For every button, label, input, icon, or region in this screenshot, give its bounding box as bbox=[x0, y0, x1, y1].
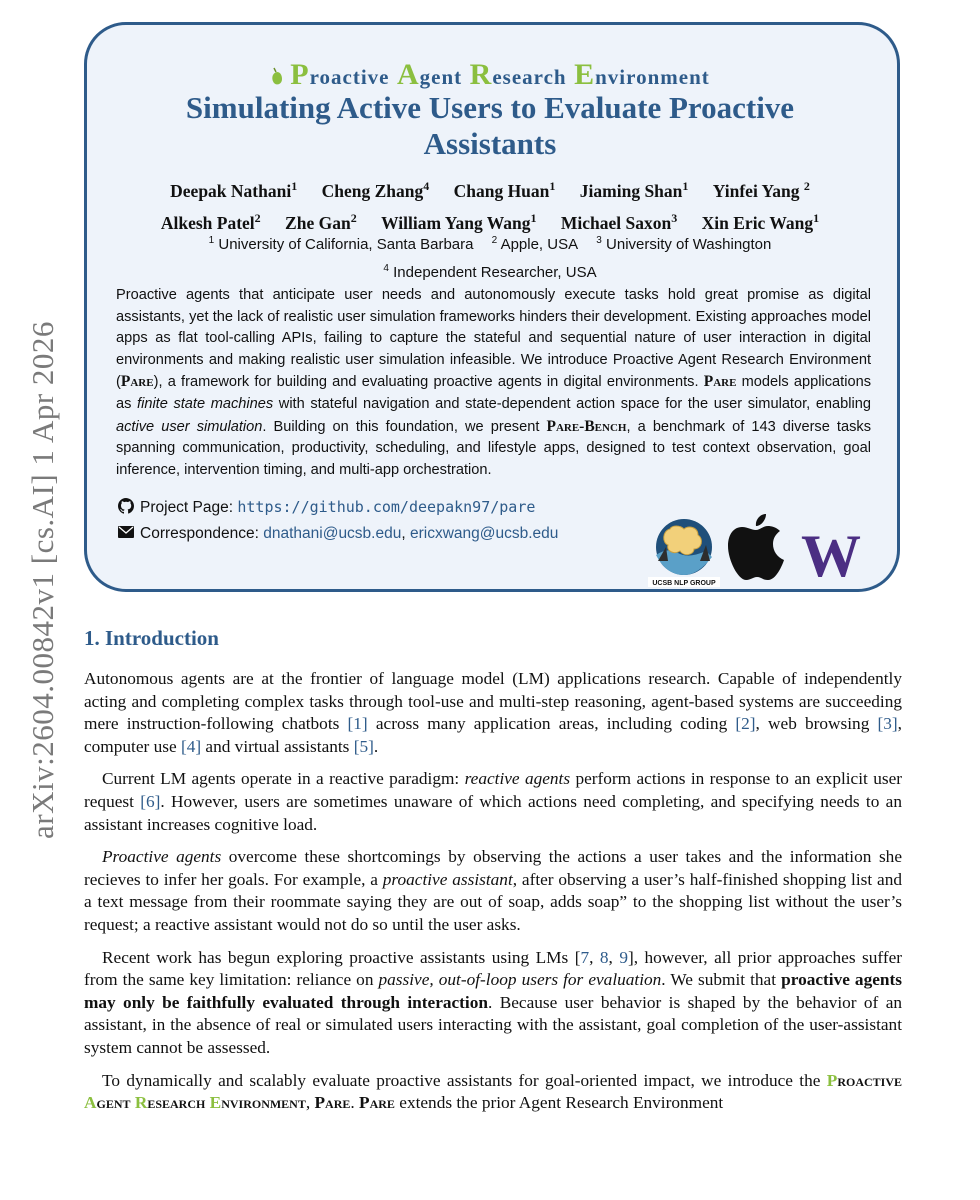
envelope-icon bbox=[118, 524, 134, 540]
paragraph: To dynamically and scalably evaluate proactive assistants for goal-oriented impact, we introduce the Proactive Agent Research Environment, Pare. Pare extends the prior Agent Research Environment bbox=[84, 1070, 902, 1113]
apple-logo bbox=[726, 510, 786, 584]
citation-link[interactable]: [4] bbox=[180, 736, 202, 756]
ucsb-nlp-logo bbox=[648, 517, 720, 587]
affiliation-list bbox=[120, 229, 860, 285]
author: Yinfei Yang $^2$ bbox=[712, 179, 810, 201]
affiliation: $^4$ Independent Researcher, USA bbox=[383, 263, 597, 281]
uw-logo bbox=[795, 528, 867, 580]
paragraph: Proactive agents overcome these shortcomings by observing the actions a user takes and the information she recieves to infer her goals. For example, a proactive assistant, after observing a user’s half-finished shopping list and a text message from their roommate saying they are out of soap, adds soap” to the shopping list without the user’s request; a reactive assistant would not do so until the user asks. bbox=[84, 847, 902, 934]
pear-leaf-icon bbox=[270, 66, 284, 86]
author: Cheng Zhang$^4$ bbox=[321, 179, 430, 201]
introduction-body bbox=[84, 668, 902, 1125]
citation-link[interactable]: 8 bbox=[599, 947, 609, 967]
svg-text:UCSB NLP GROUP: UCSB NLP GROUP bbox=[652, 580, 716, 587]
author: Deepak Nathani$^1$ bbox=[170, 179, 298, 201]
email-link[interactable]: ericxwang@ucsb.edu bbox=[409, 525, 559, 542]
affiliation: $^2$ Apple, USA bbox=[491, 235, 579, 253]
arxiv-identifier: arXiv:2604.00842v1 [cs.AI] 1 Apr 2026 bbox=[25, 321, 60, 839]
links-block bbox=[118, 494, 558, 547]
correspondence-row: Correspondence: dnathani@ucsb.edu, ericxwang@ucsb.edu bbox=[118, 521, 558, 547]
author: Chang Huan$^1$ bbox=[453, 179, 556, 201]
arxiv-sidebar bbox=[25, 300, 60, 860]
author: Michael Saxon$^3$ bbox=[560, 210, 678, 233]
author: Alkesh Patel$^2$ bbox=[160, 210, 261, 233]
affiliation: $^3$ University of Washington bbox=[596, 235, 772, 253]
author: Zhe Gan$^2$ bbox=[285, 210, 357, 233]
paper-title: Simulating Active Users to Evaluate Proactive Assistants bbox=[185, 90, 795, 161]
svg-text:W: W bbox=[801, 528, 861, 580]
author: William Yang Wang$^1$ bbox=[381, 210, 537, 233]
citation-link[interactable]: [1] bbox=[347, 714, 368, 734]
author-list bbox=[100, 173, 880, 237]
author: Xin Eric Wang$^1$ bbox=[701, 210, 820, 233]
citation-link[interactable]: [3] bbox=[877, 714, 898, 734]
paper-title-acronym: Proactive Agent Research Environment bbox=[0, 58, 980, 92]
citation-link[interactable]: [6] bbox=[140, 791, 161, 811]
author: Jiaming Shan$^1$ bbox=[579, 179, 689, 201]
citation-link[interactable]: 9 bbox=[619, 947, 628, 967]
section-heading-introduction: 1. Introduction bbox=[84, 626, 219, 650]
abstract-text: Proactive agents that anticipate user needs and autonomously execute tasks hold great promise as digital assistants, yet the lack of realistic user simulation frameworks hinders their development. Existing approaches model apps as flat tool-calling APIs, failing to capture the stateful and sequential nature of user interaction in digital environments and making realistic user simulation infeasible. We introduce Proactive Agent Research Environment (Pare), a framework for building and evaluating proactive agents in digital environments. Pare models applications as finite state machines with stateful navigation and state-dependent action space for the user simulator, enabling active user simulation. Building on this foundation, we present Pare-Bench, a benchmark of 143 diverse tasks spanning communication, productivity, scheduling, and lifestyle apps, designed to test context observation, goal inference, intervention timing, and multi-app orchestration. bbox=[116, 287, 872, 478]
affiliation: $^1$ University of California, Santa Barbara bbox=[208, 235, 474, 253]
paragraph: Current LM agents operate in a reactive paradigm: reactive agents perform actions in response to an explicit user request [6]. However, users are sometimes unaware of which actions need completing, and specifying needs to an assistant increases cognitive load. bbox=[84, 769, 902, 834]
paragraph: Autonomous agents are at the frontier of language model (LM) applications research. Capable of independently acting and completing complex tasks through tool-use and multi-step reasoning, agent-based systems are succeeding mere instruction-following chatbots [1] across many application areas, including coding [2], web browsing [3], computer use [4] and virtual assistants [5]. bbox=[84, 669, 902, 756]
citation-link[interactable]: 7 bbox=[580, 947, 590, 967]
project-page-row: Project Page: https://github.com/deepakn97/pare bbox=[118, 494, 558, 521]
paragraph: Recent work has begun exploring proactive assistants using LMs [7, 8, 9], however, all prior approaches suffer from the same key limitation: reliance on passive, out-of-loop users for evaluation. We submit that proactive agents may only be faithfully evaluated through interaction. Because user behavior is shaped by the behavior of an assistant, in the absence of real or simulated users interacting with the assistant, goal completion of the user-assistant system cannot be assessed. bbox=[84, 947, 903, 1057]
github-icon bbox=[118, 498, 134, 514]
citation-link[interactable]: [2] bbox=[735, 714, 756, 734]
project-page-link[interactable]: https://github.com/deepakn97/pare bbox=[237, 498, 536, 516]
citation-link[interactable]: [5] bbox=[353, 736, 374, 756]
email-link[interactable]: dnathani@ucsb.edu bbox=[263, 525, 402, 542]
